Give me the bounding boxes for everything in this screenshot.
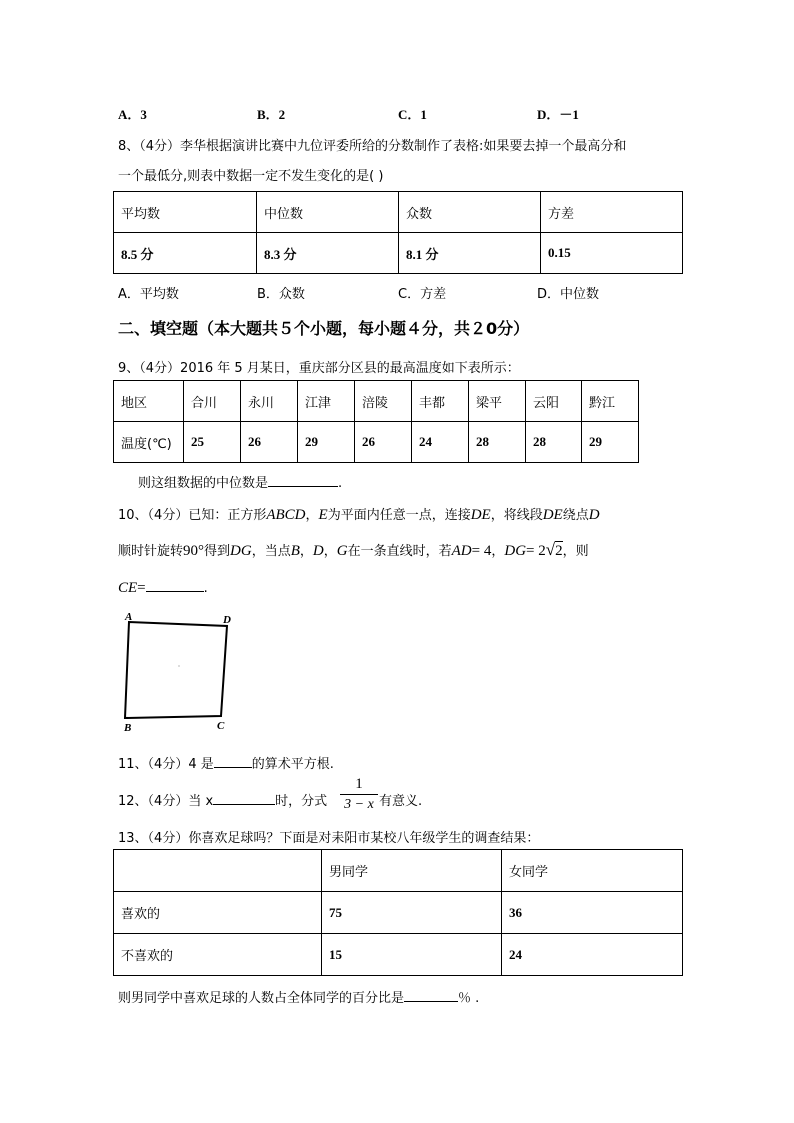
- q8-header-variance: 方差: [541, 192, 683, 233]
- sqrt-sign: √: [545, 540, 556, 559]
- q9-temp-cell: 26: [241, 422, 298, 463]
- q10-math: AD: [451, 543, 472, 559]
- q8-value-variance: 0.15: [541, 233, 683, 274]
- vertex-label-a: A: [125, 611, 133, 623]
- q9-header-cell: 涪陵: [355, 381, 412, 422]
- q12-text: 时，分式: [275, 794, 328, 809]
- q13-header-empty: [114, 850, 322, 892]
- vertex-label-b: B: [124, 722, 132, 734]
- q9-header-cell: 江津: [298, 381, 355, 422]
- q9-temp-cell: 29: [582, 422, 639, 463]
- q9-temp-cell: 29: [298, 422, 355, 463]
- q10-math: D: [312, 543, 324, 559]
- q7-option-b: B．2: [257, 107, 286, 122]
- section-title: 二、填空题（本大题共５个小题，每小题４分，共２0分）: [118, 319, 530, 338]
- q9-stem: 9、（4分）2016 年 5 月某日，重庆部分区县的最高温度如下表所示：: [118, 361, 520, 376]
- q10-text: 绕点: [562, 508, 589, 523]
- q10-text: ，: [299, 544, 313, 559]
- q13-cell: 15: [322, 934, 502, 976]
- q13-header-girls: 女同学: [502, 850, 683, 892]
- q9-header-cell: 黔江: [582, 381, 639, 422]
- q10-math: =: [137, 580, 146, 596]
- q9-header-cell: 梁平: [469, 381, 526, 422]
- q10-math: ABCD: [266, 507, 306, 523]
- q8-value-median: 8.3 分: [257, 233, 399, 274]
- q11-text: 的算术平方根.: [251, 757, 334, 772]
- q10-text: ，则: [562, 544, 589, 559]
- q8-value-mean: 8.5 分: [114, 233, 257, 274]
- q8-option-b: B．众数: [257, 287, 305, 302]
- q10-math: DG: [504, 543, 527, 559]
- q8-header-mean: 平均数: [114, 192, 257, 233]
- q9-header-cell: 合川: [184, 381, 241, 422]
- q11-line: [118, 753, 334, 772]
- q10-text: ，将线段: [490, 508, 543, 523]
- q9-answer-blank[interactable]: [268, 473, 338, 487]
- q7-option-a: A．3: [118, 107, 147, 122]
- q10-text: 为平面内任意一点，连接: [327, 508, 471, 523]
- q10-math: 90°: [183, 543, 205, 559]
- q13-tail-end: ％ .: [458, 991, 480, 1006]
- q8-option-c: C．方差: [398, 287, 447, 302]
- q9-tail-text: 则这组数据的中位数是: [138, 476, 269, 491]
- q10-math: DE: [470, 507, 491, 523]
- q13-header-boys: 男同学: [322, 850, 502, 892]
- fraction-denominator: 3 − x: [344, 797, 374, 812]
- q9-header-cell: 云阳: [526, 381, 582, 422]
- q12-answer-blank[interactable]: [213, 791, 275, 805]
- q12-line: [118, 790, 327, 809]
- q13-table: [113, 849, 683, 976]
- fraction-bar: [340, 794, 378, 795]
- q9-header-cell: 永川: [241, 381, 298, 422]
- vertex-label-d: D: [223, 614, 231, 626]
- q7-option-c: C．1: [398, 107, 427, 122]
- q13-row-label: 不喜欢的: [114, 934, 322, 976]
- q10-math: G: [336, 543, 348, 559]
- q10-math: DG: [230, 543, 252, 559]
- q10-text: 得到: [204, 544, 231, 559]
- q13-answer-line: [118, 987, 479, 1006]
- q8-option-a: A．平均数: [118, 287, 179, 302]
- q10-math: = 4: [471, 543, 492, 559]
- q10-answer-blank[interactable]: [146, 578, 204, 592]
- vertex-label-c: C: [217, 720, 225, 732]
- q10-math: DE: [542, 507, 563, 523]
- q10-math: B: [290, 543, 300, 559]
- q8-stem-line1: 8、（4分）李华根据演讲比赛中九位评委所给的分数制作了表格:如果要去掉一个最高分和: [118, 139, 627, 154]
- q9-row-label: 温度(℃): [114, 422, 184, 463]
- q10-math: CE: [118, 580, 138, 596]
- q10-line2: [118, 540, 589, 560]
- q13-cell: 24: [502, 934, 683, 976]
- q10-text: 顺时针旋转: [118, 544, 184, 559]
- q10-math: E: [318, 507, 328, 523]
- q9-answer-line: [138, 472, 342, 491]
- q10-line1: [118, 504, 600, 524]
- q13-tail-text: 则男同学中喜欢足球的人数占全体同学的百分比是: [118, 991, 405, 1006]
- q10-math: D: [588, 507, 600, 523]
- q13-row-label: 喜欢的: [114, 892, 322, 934]
- q10-text: ，: [323, 544, 337, 559]
- q13-cell: 36: [502, 892, 683, 934]
- q8-header-mode: 众数: [399, 192, 541, 233]
- q11-answer-blank[interactable]: [214, 754, 252, 768]
- q10-math: = 2: [526, 543, 546, 559]
- q10-text: 在一条直线时，若: [347, 544, 452, 559]
- q12-fraction: [340, 776, 378, 816]
- q8-stem-line2: 一个最低分,则表中数据一定不发生变化的是( ): [118, 169, 384, 184]
- q8-table: [113, 191, 683, 274]
- q9-temp-cell: 28: [469, 422, 526, 463]
- q11-text: 11、（4分）4 是: [118, 757, 214, 772]
- q9-temp-cell: 26: [355, 422, 412, 463]
- q8-value-mode: 8.1 分: [399, 233, 541, 274]
- q9-temp-cell: 24: [412, 422, 469, 463]
- q8-option-d: D．中位数: [537, 287, 600, 302]
- square-figure: [115, 608, 245, 738]
- q13-answer-blank[interactable]: [404, 988, 458, 1002]
- q8-header-median: 中位数: [257, 192, 399, 233]
- q9-header-region: 地区: [114, 381, 184, 422]
- q10-text: .: [203, 581, 208, 596]
- q9-temp-cell: 28: [526, 422, 582, 463]
- q9-tail-end: .: [338, 476, 343, 491]
- q9-temp-cell: 25: [184, 422, 241, 463]
- q7-option-d: D．－1: [537, 107, 579, 122]
- q10-text: ，: [491, 544, 505, 559]
- q13-cell: 75: [322, 892, 502, 934]
- q10-line3: [118, 578, 208, 597]
- q13-stem: 13、（4分）你喜欢足球吗？下面是对耒阳市某校八年级学生的调查结果：: [118, 831, 540, 846]
- q10-text: 10、（4分）已知：正方形: [118, 508, 267, 523]
- q12-tail: 有意义.: [379, 794, 423, 809]
- q9-header-cell: 丰都: [412, 381, 469, 422]
- q10-text: ，当点: [251, 544, 291, 559]
- square-abcd: [125, 622, 227, 718]
- q12-text: 12、（4分）当 x: [118, 794, 214, 809]
- q9-table: [113, 380, 639, 463]
- fraction-numerator: 1: [355, 776, 363, 792]
- q10-text: ，: [305, 508, 319, 523]
- q10-math-radicand: 2: [555, 543, 563, 559]
